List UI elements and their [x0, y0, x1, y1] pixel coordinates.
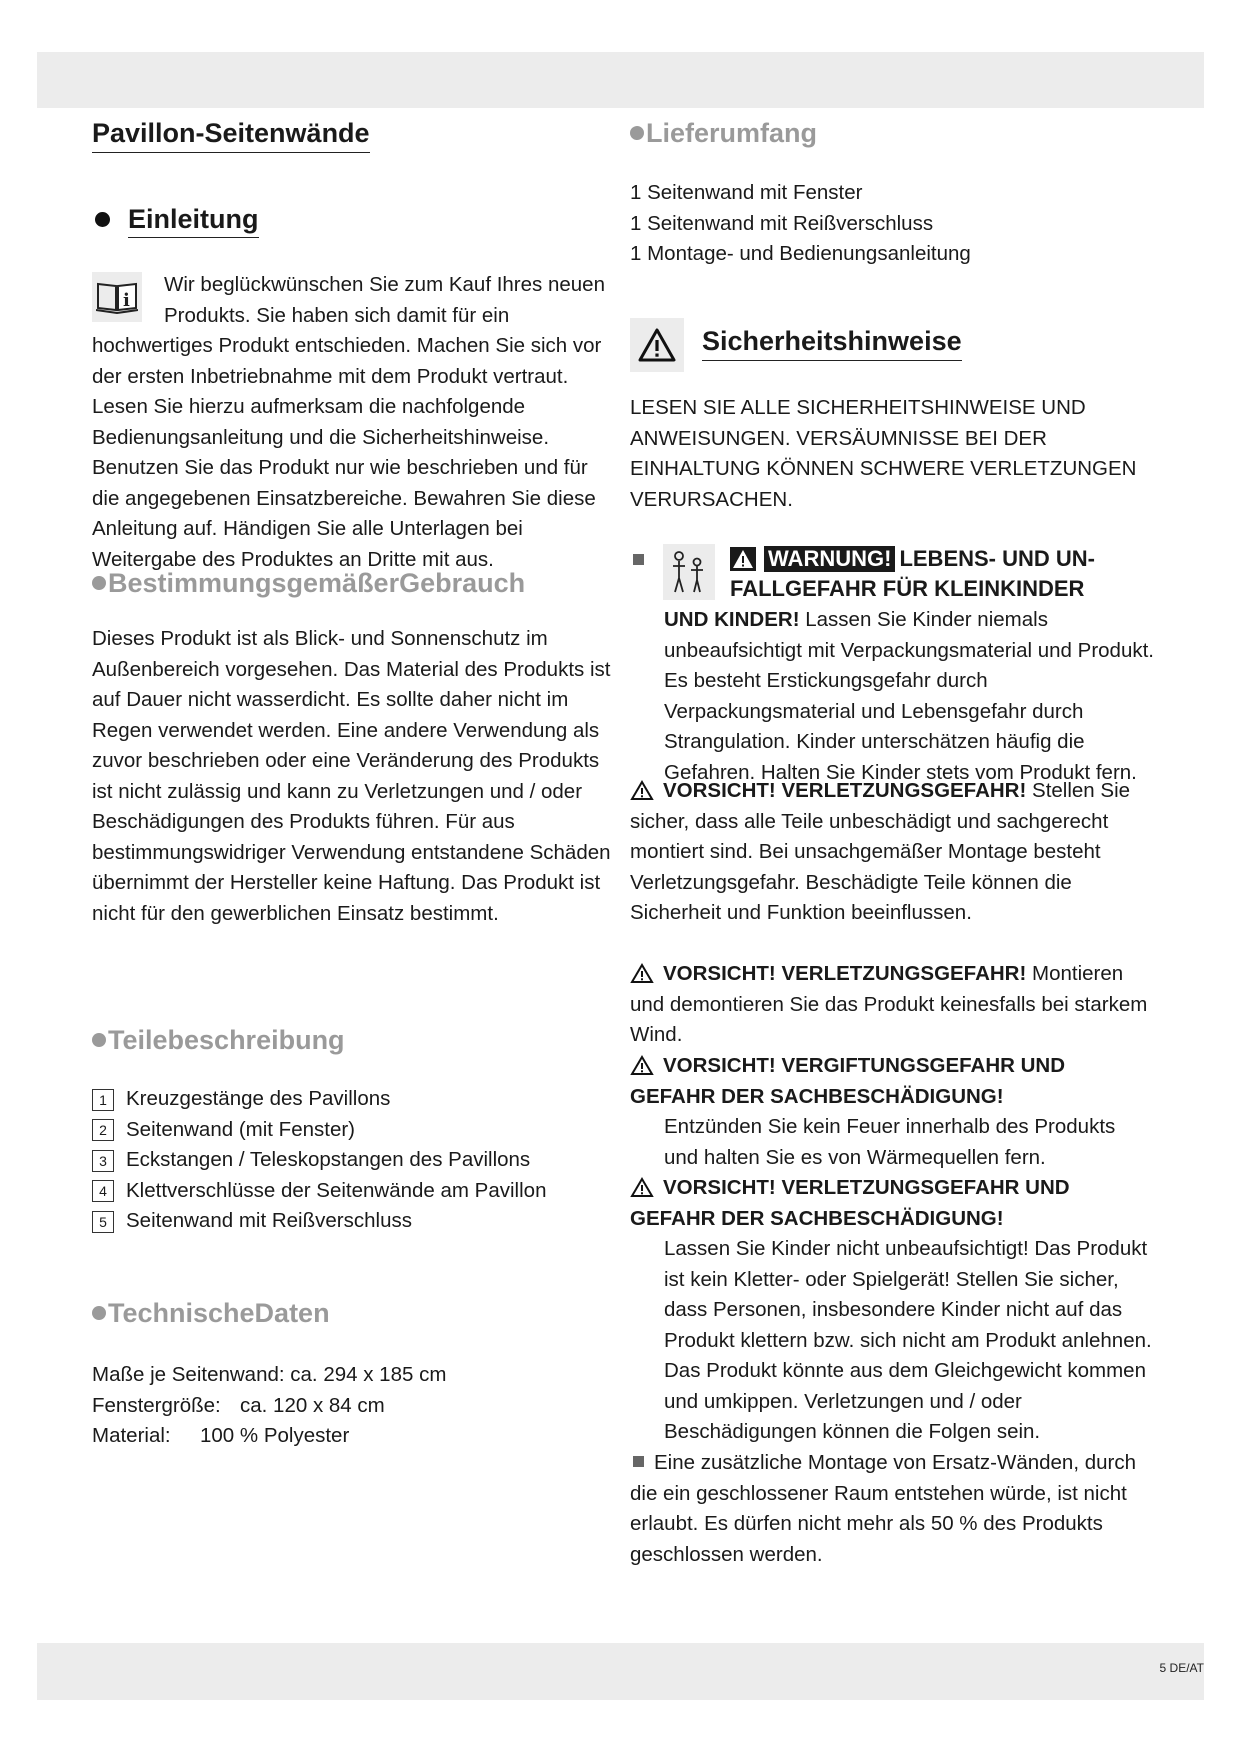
child-warning-icon — [663, 544, 715, 600]
intro-heading: Einleitung — [92, 204, 259, 235]
part-label: Kreuzgestänge des Pavillons — [126, 1087, 391, 1110]
list-item — [92, 1084, 546, 1115]
intro-block — [92, 270, 617, 575]
caution-icon — [630, 780, 654, 801]
warning-triangle-icon — [730, 547, 756, 571]
part-number: 2 — [92, 1119, 114, 1141]
spec-row: Maße je Seitenwand: ca. 294 x 185 cm — [92, 1363, 447, 1386]
warning-children — [630, 544, 1155, 784]
square-bullet — [633, 554, 644, 565]
scope-heading: Lieferumfang — [630, 118, 817, 149]
bullet-dot — [92, 576, 106, 590]
list-item: 1 Seitenwand mit Reißverschluss — [630, 211, 934, 235]
page-title: Pavillon-Seitenwände — [92, 118, 370, 153]
part-label: Seitenwand mit Reißverschluss — [126, 1209, 412, 1232]
page-number: 5 DE/AT — [1159, 1661, 1204, 1675]
warning-text: UND KINDER! Lassen Sie Kinder niemals unbeaufsichtigt mit Verpackungsmaterial und Produkt. Es besteht Erstickungsgefahr durch Verpackungsmaterial und Lebensgefahr durch Strangulation. Kinder unterschätzen häufig die Gefahren. Halten Sie Kinder stets vom Produkt fern. — [664, 608, 1154, 784]
usage-heading: BestimmungsgemäßerGebrauch — [92, 568, 525, 599]
info-book-icon — [92, 272, 142, 322]
part-label: Eckstangen / Teleskopstangen des Pavillons — [126, 1148, 531, 1171]
header-band — [37, 52, 1204, 108]
list-item: 1 Montage- und Bedienungsanleitung — [630, 242, 971, 265]
list-item: 1 Seitenwand mit Fenster — [630, 181, 863, 204]
warning-heading-line2: FALLGEFAHR FÜR KLEINKINDER — [730, 576, 1085, 601]
part-number: 5 — [92, 1211, 114, 1233]
usage-text: Dieses Produkt ist als Blick- und Sonnenschutz im Außenbereich vorgesehen. Das Material des Produkts ist auf Dauer nicht wasserdicht. Es sollte daher nicht im Regen verwendet werden. Eine andere Verwendung als zuvor beschrieben oder eine Veränderung des Produkts ist nicht zulässig und kann zu Verletzungen und / oder Beschädigungen des Produkts führen. Für aus bestimmungswidriger Verwendung entstandene Schäden übernimmt der Hersteller keine Haftung. Das Produkt ist nicht für den gewerblichen Einsatz bestimmt. — [92, 627, 611, 925]
warning-badge: WARNUNG! — [764, 546, 895, 572]
tech-heading: TechnischeDaten — [92, 1298, 330, 1329]
part-label: Klettverschlüsse der Seitenwände am Pavillon — [126, 1178, 547, 1202]
note-item: Eine zusätzliche Montage von Ersatz-Wänden, durch die ein geschlossener Raum entstehen würde, ist nicht erlaubt. Es dürfen nicht mehr als 50 % des Produkts geschlossen werden. — [630, 1451, 1137, 1566]
caution-icon — [630, 1177, 654, 1198]
caution-injury-1: VORSICHT! VERLETZUNGSGEFAHR! Stellen Sie sicher, dass alle Teile unbeschädigt und sachgerecht montiert sind. Bei unsachgemäßer Montage besteht Verletzungsgefahr. Beschädigte Teile können die Sicherheit und Funktion beeinflussen. — [630, 779, 1131, 924]
parts-heading: Teilebeschreibung — [92, 1025, 345, 1056]
caution-text: Lassen Sie Kinder nicht unbeaufsichtigt! Das Produkt ist kein Kletter- oder Spielgerät! Stellen Sie sicher, dass Personen, insbesondere Kinder nicht auf das Produkt klettern bzw. sich nicht am Produkt anlehnen. Das Produkt könnte aus dem Gleichgewicht kommen und umkippen. Verletzungen und / oder Beschädigungen können die Folgen sein. — [664, 1237, 1152, 1443]
parts-list — [92, 1084, 546, 1237]
spec-row: Material: 100 % Polyester — [92, 1424, 350, 1447]
caution-icon — [630, 1055, 654, 1076]
caution-poison: VORSICHT! VERGIFTUNGSGEFAHR UND GEFAHR DER SACHBESCHÄDIGUNG! Entzünden Sie kein Feuer innerhalb des Produkts und halten Sie es von Wärmequellen fern. — [630, 1051, 1155, 1173]
caution-climb: VORSICHT! VERLETZUNGSGEFAHR UND GEFAHR DER SACHBESCHÄDIGUNG! Lassen Sie Kinder nicht unbeaufsichtigt! Das Produkt ist kein Kletter- oder Spielgerät! Stellen Sie sicher, dass Personen, insbesondere Kinder nicht auf das Produkt klettern bzw. sich nicht am Produkt anlehnen. Das Produkt könnte aus dem Gleichgewicht kommen und umkippen. Verletzungen und / oder Beschädigungen können die Folgen sein. — [630, 1173, 1155, 1448]
tech-specs — [92, 1360, 446, 1452]
warning-heading: WARNUNG! LEBENS- UND UN- — [730, 544, 1095, 575]
bullet-dot — [630, 126, 644, 140]
bullet-dot — [92, 1033, 106, 1047]
footer-band — [37, 1643, 1204, 1700]
svg-text:i: i — [123, 290, 130, 311]
safety-intro: LESEN SIE ALLE SICHERHEITSHINWEISE UND ANWEISUNGEN. VERSÄUMNISSE BEI DER EINHALTUNG KÖNNEN SCHWERE VERLETZUNGEN VERURSACHEN. — [630, 396, 1137, 511]
bullet-dot — [95, 212, 110, 227]
warning-icon — [630, 318, 684, 372]
list-item — [92, 1206, 546, 1237]
bullet-dot — [92, 1306, 106, 1320]
intro-text: Wir beglückwünschen Sie zum Kauf Ihres neuen Produkts. Sie haben sich damit für ein hochwertiges Produkt entschieden. Machen Sie sich vor der ersten Inbetriebnahme mit dem Produkt vertraut. Lesen Sie hierzu aufmerksam die nachfolgende Bedienungsanleitung und die Sicherheitshinweise. Benutzen Sie das Produkt nur wie beschrieben und für die angegebenen Einsatzbereiche. Bewahren Sie diese Anleitung auf. Händigen Sie alle Unterlagen bei Weitergabe des Produktes an Dritte mit aus. — [92, 273, 605, 571]
caution-icon — [630, 963, 654, 984]
square-bullet — [633, 1456, 644, 1467]
list-item — [92, 1145, 546, 1176]
spec-row: Fenstergröße: ca. 120 x 84 cm — [92, 1393, 385, 1417]
part-label: Seitenwand (mit Fenster) — [126, 1117, 356, 1141]
part-number: 4 — [92, 1180, 114, 1202]
part-number: 1 — [92, 1089, 114, 1111]
list-item — [92, 1176, 546, 1207]
caution-text: Entzünden Sie kein Feuer innerhalb des Produkts und halten Sie es von Wärmequellen fern. — [664, 1115, 1116, 1169]
scope-list — [630, 178, 971, 270]
list-item — [92, 1115, 546, 1146]
part-number: 3 — [92, 1150, 114, 1172]
caution-injury-2: VORSICHT! VERLETZUNGSGEFAHR! Montieren und demontieren Sie das Produkt keinesfalls bei starkem Wind. — [630, 962, 1148, 1046]
